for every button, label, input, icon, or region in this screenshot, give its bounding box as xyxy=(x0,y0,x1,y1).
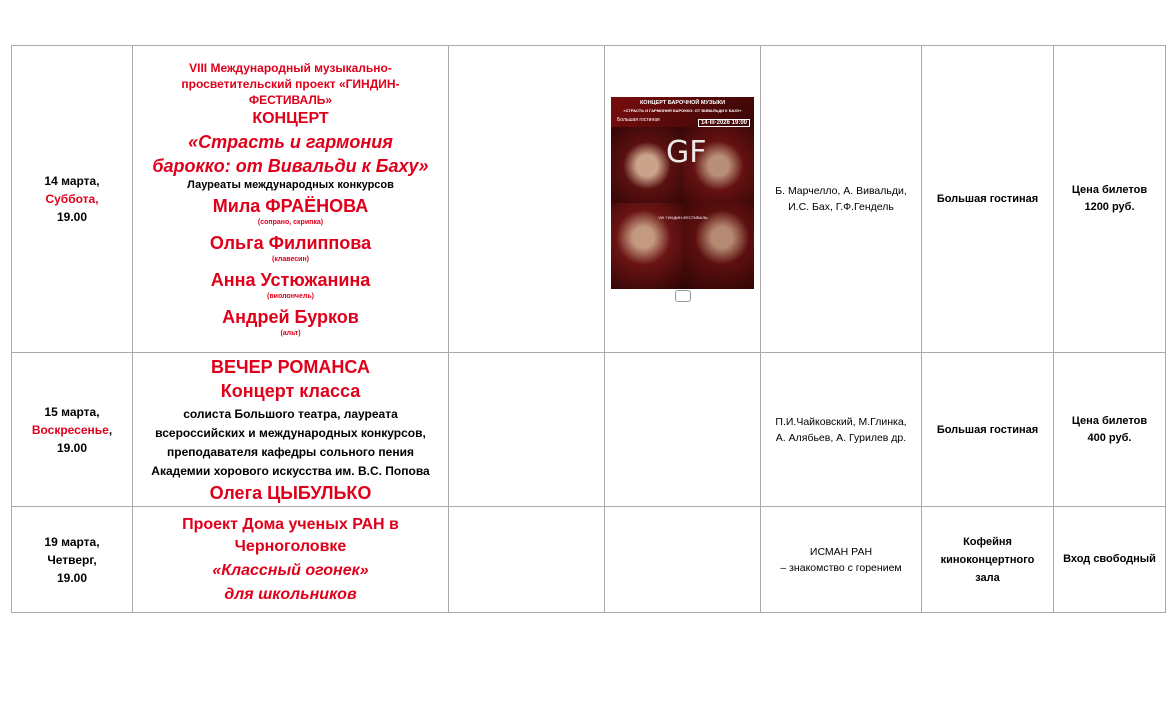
program-text: – знакомство с горением xyxy=(780,561,902,574)
event-day: Воскресенье xyxy=(31,422,109,437)
performer-name: Мила ФРАЁНОВА xyxy=(212,195,369,216)
concert-poster xyxy=(611,97,754,288)
image-cell xyxy=(605,507,761,613)
laureates-text: Лауреаты международных конкурсов xyxy=(187,178,394,191)
performer-name: Олега ЦЫБУЛЬКО xyxy=(209,482,372,503)
venue-text: Кофейня xyxy=(963,535,1012,548)
program-cell xyxy=(761,353,922,507)
event-description: преподавателя кафедры сольного пения xyxy=(167,444,414,459)
performer-name: Анна Устюжанина xyxy=(210,269,371,290)
event-date: 19 марта, xyxy=(44,534,100,549)
price-label: Цена билетов xyxy=(1071,414,1148,427)
poster-venue: Большая гостиная xyxy=(617,116,660,123)
venue-text: Большая гостиная xyxy=(936,193,1039,205)
poster-date: 14·III·2026 19:00 xyxy=(698,119,750,127)
description-cell xyxy=(133,46,449,353)
event-description: солиста Большого театра, лауреата xyxy=(183,406,398,421)
description-cell xyxy=(133,353,449,507)
event-type: ВЕЧЕР РОМАНСА xyxy=(211,356,370,377)
event-time: 19.00 xyxy=(56,210,88,224)
price-value: 400 руб. xyxy=(1087,431,1132,444)
performer-name: Андрей Бурков xyxy=(222,306,359,327)
event-type: КОНЦЕРТ xyxy=(252,109,329,127)
venue-text: зала xyxy=(975,571,1000,584)
event-title-line: для школьников xyxy=(224,585,357,603)
poster-cell xyxy=(605,46,761,353)
event-subtitle: Концерт класса xyxy=(220,380,361,401)
event-title-line: «Страсть и гармония xyxy=(188,131,393,152)
event-time: 19.00 xyxy=(56,570,88,585)
event-title-line: барокко: от Вивальди к Баху» xyxy=(152,155,429,176)
program-cell xyxy=(761,507,922,613)
event-description: всероссийских и международных конкурсов, xyxy=(155,425,426,440)
event-time: 19.00 xyxy=(56,440,88,455)
qr-icon xyxy=(675,290,691,302)
event-title-line: «Классный огонек» xyxy=(212,561,369,579)
performer-role: (клавесин) xyxy=(271,255,310,263)
image-cell xyxy=(605,353,761,507)
table-row xyxy=(12,46,1166,353)
date-cell xyxy=(12,507,133,613)
performer-name: Ольга Филиппова xyxy=(209,232,372,253)
program-text: А. Алябьев, А. Гурилев др. xyxy=(775,431,907,444)
price-cell xyxy=(1054,507,1166,613)
venue-text: Большая гостиная xyxy=(936,423,1039,436)
event-title-line: Проект Дома ученых РАН в xyxy=(182,515,399,533)
program-text: П.И.Чайковский, М.Глинка, xyxy=(775,415,907,428)
description-cell xyxy=(133,507,449,613)
price-cell xyxy=(1054,353,1166,507)
performer-role: (виолончель) xyxy=(267,292,314,300)
performer-role: (сопрано, скрипка) xyxy=(257,218,324,226)
event-day: Суббота, xyxy=(45,192,99,206)
venue-text: киноконцертного xyxy=(940,553,1035,566)
venue-cell xyxy=(922,507,1054,613)
schedule-table xyxy=(11,45,1166,613)
poster-logo-text: VIII ГИНДИН-ФЕСТИВАЛЬ xyxy=(658,214,708,220)
event-day: Четверг, xyxy=(47,552,97,567)
program-cell xyxy=(761,46,922,353)
program-text: Б. Марчелло, А. Вивальди, И.С. Бах, Г.Ф.Гендель xyxy=(775,185,907,213)
price-label: Цена билетов xyxy=(1071,184,1148,196)
festival-logo: GF xyxy=(666,134,707,170)
event-title-line: Черноголовке xyxy=(234,537,347,555)
event-date: 15 марта, xyxy=(44,404,100,419)
price-cell xyxy=(1054,46,1166,353)
price-value: Вход свободный xyxy=(1063,553,1156,565)
event-description: Академии хорового искусства им. В.С. Попова xyxy=(151,463,430,478)
project-title: VIII Международный музыкально-просветительский проект «ГИНДИН-ФЕСТИВАЛЬ» xyxy=(181,60,400,107)
performer-role: (альт) xyxy=(280,329,301,337)
program-text: ИСМАН РАН xyxy=(809,545,873,558)
table-row xyxy=(12,507,1166,613)
table-row xyxy=(12,353,1166,507)
image-cell xyxy=(449,353,605,507)
image-cell xyxy=(449,46,605,353)
price-value: 1200 руб. xyxy=(1084,201,1135,213)
event-date: 14 марта, xyxy=(44,174,100,188)
venue-cell xyxy=(922,353,1054,507)
date-cell xyxy=(12,46,133,353)
venue-cell xyxy=(922,46,1054,353)
image-cell xyxy=(449,507,605,613)
date-cell: 15 марта, Воскресенье, 19.00 xyxy=(12,353,133,507)
poster-header: КОНЦЕРТ БАРОЧНОЙ МУЗЫКИ «СТРАСТЬ И ГАРМОНИЯ БАРОККО: ОТ ВИВАЛЬДИ К БАХУ» xyxy=(623,99,742,113)
